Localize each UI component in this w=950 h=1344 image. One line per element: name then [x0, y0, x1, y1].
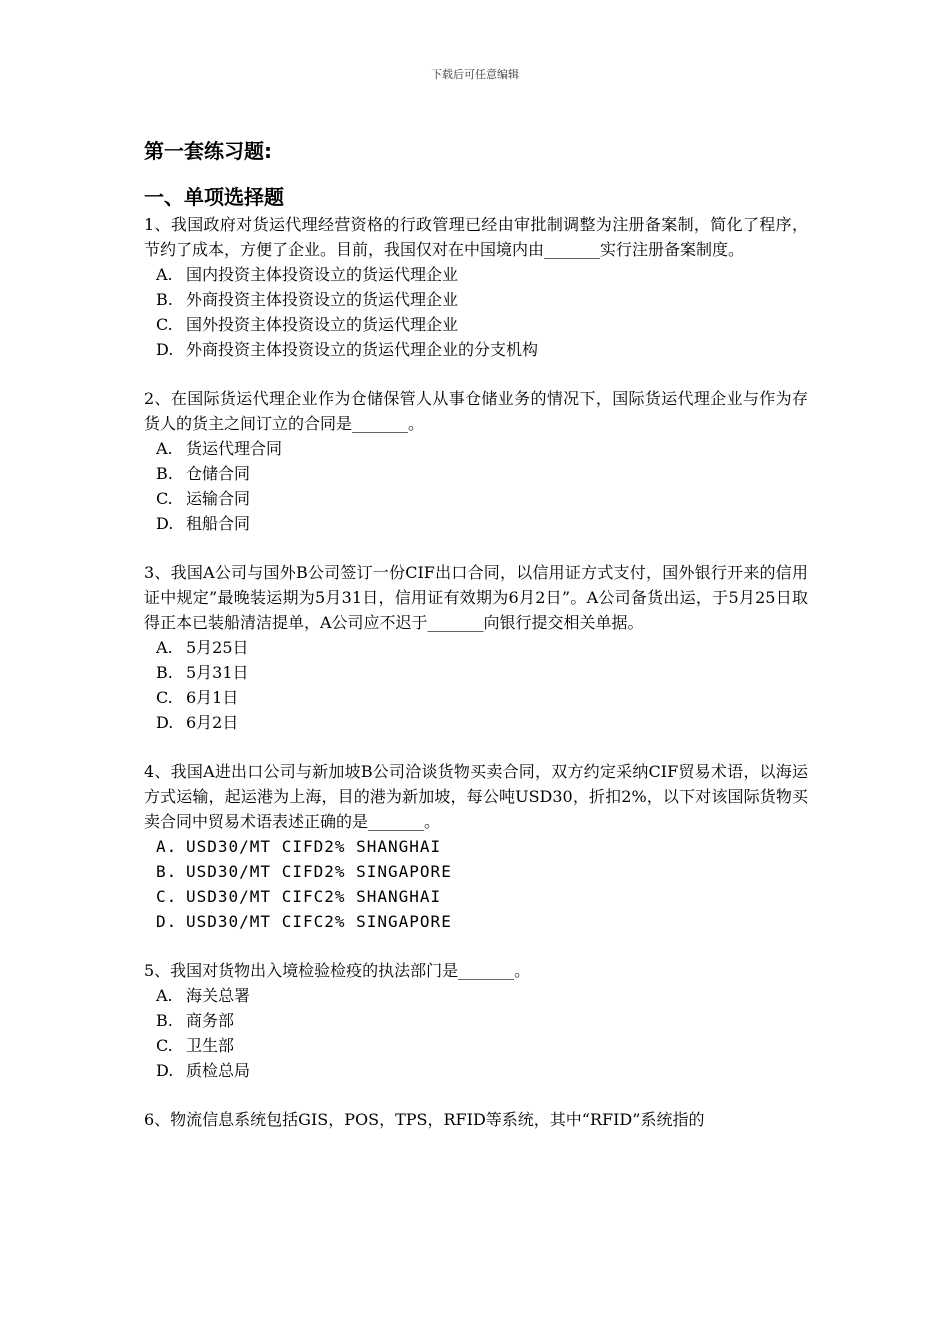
option-letter: A.	[156, 986, 173, 1005]
question-2	[144, 386, 808, 536]
option-letter: D.	[156, 514, 174, 533]
answer-option	[144, 859, 808, 884]
answer-option	[144, 511, 808, 536]
header-note: 下载后可任意编辑	[431, 68, 519, 81]
option-text: 外商投资主体投资设立的货运代理企业	[186, 290, 459, 309]
question-stem: 1、我国政府对货运代理经营资格的行政管理已经由审批制调整为注册备案制，简化了程序，节约了成本，方便了企业。目前，我国仅对在中国境内由_______实行注册备案制度。	[144, 215, 808, 259]
option-text: 商务部	[186, 1011, 235, 1030]
option-text: USD30/MT CIFC2% SINGAPORE	[186, 912, 452, 931]
option-text: USD30/MT CIFD2% SINGAPORE	[186, 862, 452, 881]
answer-option	[144, 486, 808, 511]
question-stem: 2、在国际货运代理企业作为仓储保管人从事仓储业务的情况下，国际货运代理企业与作为存货人的货主之间订立的合同是_______。	[144, 389, 808, 433]
answer-option	[144, 436, 808, 461]
question-4	[144, 759, 808, 934]
option-text: 国内投资主体投资设立的货运代理企业	[186, 265, 459, 284]
option-list	[144, 262, 808, 362]
option-letter: B.	[156, 290, 173, 309]
option-letter: D.	[156, 912, 178, 931]
option-text: 外商投资主体投资设立的货运代理企业的分支机构	[186, 340, 539, 359]
option-list	[144, 834, 808, 934]
question-stem: 5、我国对货物出入境检验检疫的执法部门是_______。	[144, 961, 531, 980]
section-title: 一、单项选择题	[144, 185, 284, 209]
option-letter: C.	[156, 315, 173, 334]
option-letter: C.	[156, 688, 173, 707]
option-letter: A.	[156, 439, 173, 458]
option-letter: B.	[156, 663, 173, 682]
answer-option	[144, 983, 808, 1008]
answer-option	[144, 312, 808, 337]
question-stem: 6、物流信息系统包括GIS，POS，TPS，RFID等系统，其中“RFID”系统指的	[144, 1110, 705, 1129]
option-letter: D.	[156, 713, 174, 732]
document-body	[144, 136, 808, 1156]
option-letter: C.	[156, 887, 178, 906]
answer-option	[144, 461, 808, 486]
question-5	[144, 958, 808, 1083]
answer-option	[144, 1058, 808, 1083]
answer-option	[144, 834, 808, 859]
option-text: 货运代理合同	[186, 439, 283, 458]
option-text: 国外投资主体投资设立的货运代理企业	[186, 315, 459, 334]
option-text: 仓储合同	[186, 464, 251, 483]
option-list	[144, 635, 808, 735]
option-text: 质检总局	[186, 1061, 251, 1080]
question-stem: 4、我国A进出口公司与新加坡B公司洽谈货物买卖合同，双方约定采纳CIF贸易术语，以海运方式运输，起运港为上海，目的港为新加坡，每公吨USD30，折扣2%，以下对该国际货物买卖合同中贸易术语表述正确的是_______。	[144, 762, 808, 831]
option-list	[144, 436, 808, 536]
option-text: 6月1日	[186, 688, 239, 707]
option-letter: B.	[156, 1011, 173, 1030]
document-title: 第一套练习题:	[144, 139, 272, 163]
option-text: 5月31日	[186, 663, 249, 682]
option-text: 海关总署	[186, 986, 251, 1005]
question-stem: 3、我国A公司与国外B公司签订一份CIF出口合同，以信用证方式支付，国外银行开来的信用证中规定”最晚装运期为5月31日，信用证有效期为6月2日”。A公司备货出运，于5月25日取得正本已装船清洁提单，A公司应不迟于_______向银行提交相关单据。	[144, 563, 808, 632]
option-text: USD30/MT CIFC2% SHANGHAI	[186, 887, 442, 906]
answer-option	[144, 287, 808, 312]
option-letter: D.	[156, 1061, 174, 1080]
option-text: 卫生部	[186, 1036, 235, 1055]
option-text: 运输合同	[186, 489, 251, 508]
answer-option	[144, 660, 808, 685]
answer-option	[144, 1008, 808, 1033]
option-letter: A.	[156, 638, 173, 657]
option-letter: A.	[156, 265, 173, 284]
option-letter: C.	[156, 1036, 173, 1055]
option-list	[144, 983, 808, 1083]
question-3	[144, 560, 808, 735]
option-letter: C.	[156, 489, 173, 508]
question-list	[144, 212, 808, 1132]
answer-option	[144, 1033, 808, 1058]
option-text: 6月2日	[186, 713, 239, 732]
option-text: USD30/MT CIFD2% SHANGHAI	[186, 837, 442, 856]
option-letter: B.	[156, 464, 173, 483]
answer-option	[144, 685, 808, 710]
option-letter: A.	[156, 837, 178, 856]
option-letter: B.	[156, 862, 178, 881]
question-6	[144, 1107, 808, 1132]
answer-option	[144, 710, 808, 735]
option-text: 5月25日	[186, 638, 249, 657]
option-text: 租船合同	[186, 514, 251, 533]
option-letter: D.	[156, 340, 174, 359]
question-1	[144, 212, 808, 362]
answer-option	[144, 337, 808, 362]
answer-option	[144, 262, 808, 287]
answer-option	[144, 884, 808, 909]
answer-option	[144, 635, 808, 660]
answer-option	[144, 909, 808, 934]
